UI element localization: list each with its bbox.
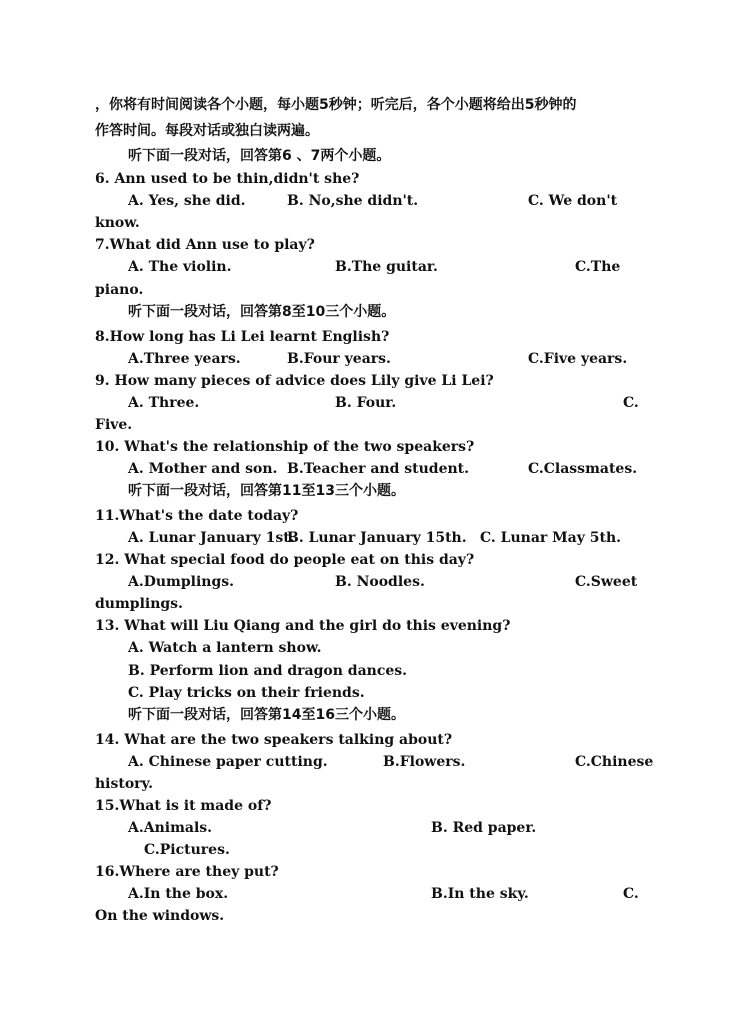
intro-line-2: 作答时间。每段对话或独白读两遍。 bbox=[95, 123, 319, 139]
question-8-option-b: B.Four years. bbox=[287, 351, 391, 367]
question-16: 16.Where are they put? bbox=[95, 864, 279, 880]
question-11-option-a: A. Lunar January 1st. bbox=[128, 530, 295, 546]
question-13-option-b: B. Perform lion and dragon dances. bbox=[128, 663, 408, 679]
question-10-option-c: C.Classmates. bbox=[528, 461, 638, 477]
question-12-option-c-continued: dumplings. bbox=[95, 596, 183, 612]
question-6-option-b: B. No,she didn't. bbox=[287, 193, 419, 209]
question-15-option-b: B. Red paper. bbox=[431, 820, 537, 836]
question-16-option-c-continued: On the windows. bbox=[95, 908, 225, 924]
section-heading-11-13: 听下面一段对话，回答第11至13三个小题。 bbox=[128, 483, 405, 499]
question-7-option-c-continued: piano. bbox=[95, 282, 144, 298]
section-heading-14-16: 听下面一段对话，回答第14至16三个小题。 bbox=[128, 707, 405, 723]
question-13-option-a: A. Watch a lantern show. bbox=[128, 640, 322, 656]
question-6-option-a: A. Yes, she did. bbox=[128, 193, 246, 209]
question-7: 7.What did Ann use to play? bbox=[95, 237, 315, 253]
section-heading-6-7: 听下面一段对话，回答第6 、7两个小题。 bbox=[128, 148, 391, 164]
question-10-option-b: B.Teacher and student. bbox=[287, 461, 470, 477]
question-14-option-c: C.Chinese bbox=[575, 754, 654, 770]
question-9-option-c-continued: Five. bbox=[95, 417, 133, 433]
question-16-option-a: A.In the box. bbox=[128, 886, 229, 902]
question-13: 13. What will Liu Qiang and the girl do this evening? bbox=[95, 618, 511, 634]
question-13-option-c: C. Play tricks on their friends. bbox=[128, 685, 365, 701]
question-14-option-b: B.Flowers. bbox=[383, 754, 466, 770]
question-10: 10. What's the relationship of the two speakers? bbox=[95, 439, 475, 455]
question-8-option-a: A.Three years. bbox=[128, 351, 241, 367]
question-9-option-c: C. bbox=[623, 395, 639, 411]
question-15-option-a: A.Animals. bbox=[128, 820, 213, 836]
question-7-option-a: A. The violin. bbox=[128, 259, 232, 275]
question-14-option-c-continued: history. bbox=[95, 776, 153, 792]
question-15: 15.What is it made of? bbox=[95, 798, 272, 814]
section-heading-8-10: 听下面一段对话，回答第8至10三个小题。 bbox=[128, 304, 396, 320]
question-11: 11.What's the date today? bbox=[95, 508, 299, 524]
question-12-option-a: A.Dumplings. bbox=[128, 574, 235, 590]
question-14: 14. What are the two speakers talking about? bbox=[95, 732, 453, 748]
question-12-option-c: C.Sweet bbox=[575, 574, 638, 590]
question-7-option-c: C.The bbox=[575, 259, 621, 275]
question-8: 8.How long has Li Lei learnt English? bbox=[95, 329, 390, 345]
question-12: 12. What special food do people eat on this day? bbox=[95, 552, 475, 568]
question-10-option-a: A. Mother and son. bbox=[128, 461, 278, 477]
question-14-option-a: A. Chinese paper cutting. bbox=[128, 754, 328, 770]
question-11-option-b: B. Lunar January 15th. bbox=[287, 530, 467, 546]
question-6: 6. Ann used to be thin,didn't she? bbox=[95, 171, 360, 187]
question-6-option-c: C. We don't bbox=[528, 193, 618, 209]
question-12-option-b: B. Noodles. bbox=[335, 574, 425, 590]
question-16-option-c: C. bbox=[623, 886, 639, 902]
question-9-option-a: A. Three. bbox=[128, 395, 200, 411]
question-9-option-b: B. Four. bbox=[335, 395, 397, 411]
question-9: 9. How many pieces of advice does Lily give Li Lei? bbox=[95, 373, 494, 389]
question-7-option-b: B.The guitar. bbox=[335, 259, 438, 275]
question-11-option-c: C. Lunar May 5th. bbox=[480, 530, 622, 546]
question-16-option-b: B.In the sky. bbox=[431, 886, 529, 902]
question-15-option-c: C.Pictures. bbox=[144, 842, 230, 858]
intro-line-1: ，你将有时间阅读各个小题，每小题5秒钟；听完后，各个小题将给出5秒钟的 bbox=[95, 97, 577, 113]
question-6-option-c-continued: know. bbox=[95, 215, 140, 231]
question-8-option-c: C.Five years. bbox=[528, 351, 628, 367]
